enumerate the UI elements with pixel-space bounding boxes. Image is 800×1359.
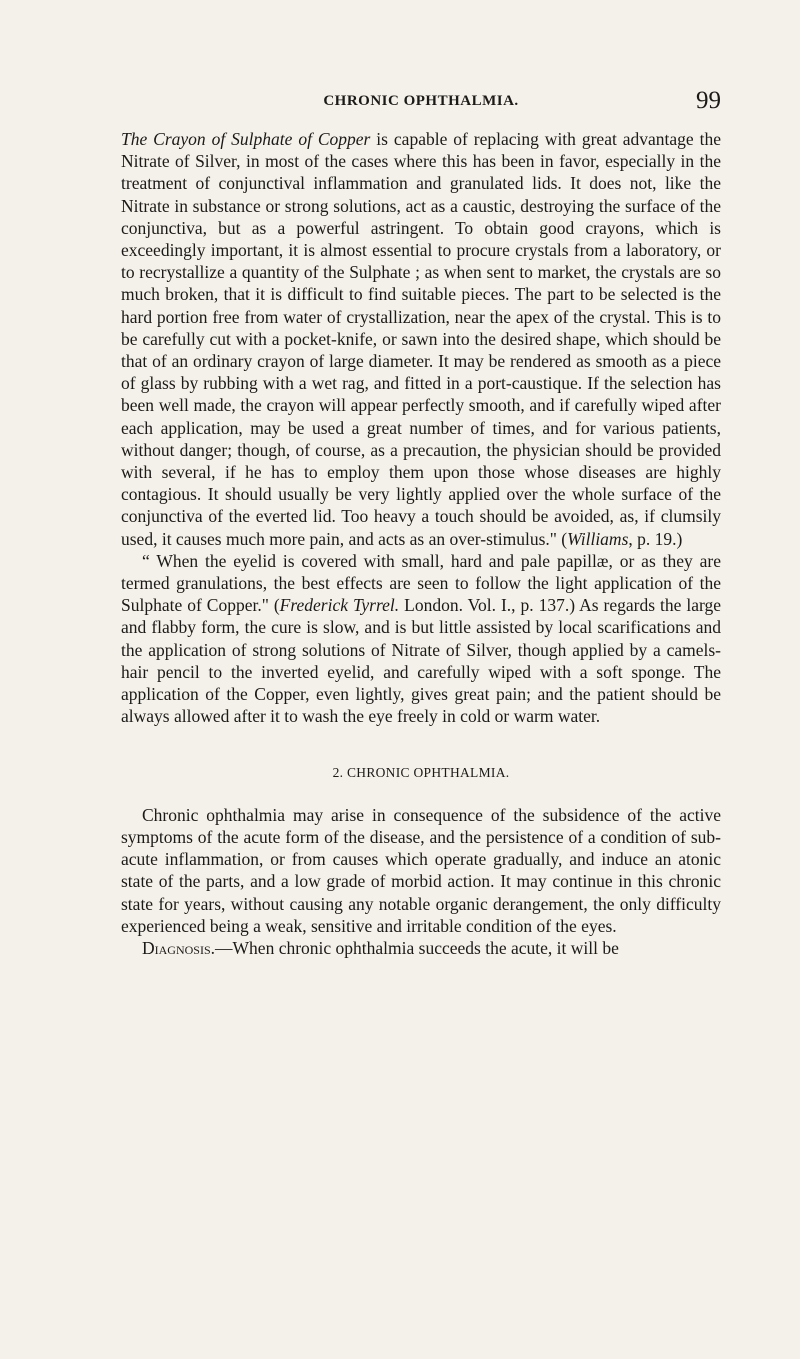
- citation-williams-tail: , p. 19.): [628, 528, 683, 549]
- paragraph-crayon: [121, 128, 721, 550]
- paragraph-eyelid-tail: London. Vol. I., p. 137.) As regards the large and flabby form, the cure is slow, and is but little assisted by local scarifications and the application of strong solutions of Nitrate of Silver, though applied by a camels-hair pencil to the inverted eyelid, and carefully wiped with a soft sponge. The application of the Copper, even lightly, gives great pain; and the patient should be always allowed after it to wash the eye freely in cold or warm water.: [121, 595, 721, 727]
- body-text: [121, 128, 721, 959]
- citation-williams: Williams: [567, 528, 629, 549]
- paragraph-chronic: Chronic ophthalmia may arise in consequence of the subsidence of the active symptoms of the acute form of the disease, and the persistence of a condition of sub-acute inflammation, or from causes which operate gradually, and induce an atonic state of the parts, and a low grade of morbid action. It may continue in this chronic state for years, without causing any notable organic derangement, the only difficulty experienced being a weak, sensitive and irritable condition of the eyes.: [121, 804, 721, 936]
- running-title: CHRONIC OPHTHALMIA.: [323, 93, 519, 109]
- diagnosis-label: Diagnosis.: [142, 937, 216, 958]
- running-head: [121, 87, 721, 117]
- paragraph-diagnosis: [121, 937, 721, 959]
- section-heading: 2. CHRONIC OPHTHALMIA.: [332, 765, 510, 781]
- diagnosis-text: —When chronic ophthalmia succeeds the acute, it will be: [215, 937, 619, 958]
- paragraph-crayon-text: is capable of replacing with great advantage the Nitrate of Silver, in most of the cases where this has been in favor, especially in the treatment of conjunctival inflammation and granulated lids. It does not, like the Nitrate in substance or strong solutions, act as a caustic, destroying the surface of the conjunctiva, but as a powerful astringent. To obtain good crayons, which is exceedingly important, it is almost essential to procure crystals from a laboratory, or to recrystallize a quantity of the Sulphate ; as when sent to market, the crystals are so much broken, that it is difficult to find suitable pieces. The part to be selected is the hard portion free from water of crystallization, near the apex of the crystal. This is to be carefully cut with a pocket-knife, or sawn into the desired shape, which should be that of an ordinary crayon of large diameter. It may be rendered as smooth as a piece of glass by rubbing with a wet rag, and fitted in a port-caustique. If the selection has been well made, the crayon will appear perfectly smooth, and if carefully wiped after each application, may be used a great number of times, and for various patients, without danger; though, of course, as a precaution, the physician should be provided with several, if he has to employ them upon those whose diseases are highly contagious. It should usually be very lightly applied over the whole surface of the conjunctiva of the everted lid. Too heavy a touch should be avoided, as, if clumsily used, it causes much more pain, and acts as an over-stimulus." (: [121, 129, 721, 549]
- page-number: 99: [696, 87, 721, 114]
- paragraph-crayon-lead: The Crayon of Sulphate of Copper: [121, 129, 371, 149]
- paragraph-eyelid-text: “ When the eyelid is covered with small, hard and pale papillæ, or as they are termed granulations, the best effects are seen to follow the light application of the Sulphate of Copper." (: [121, 550, 721, 616]
- citation-tyrrel: Frederick Tyrrel.: [279, 595, 400, 616]
- paragraph-eyelid: [121, 550, 721, 728]
